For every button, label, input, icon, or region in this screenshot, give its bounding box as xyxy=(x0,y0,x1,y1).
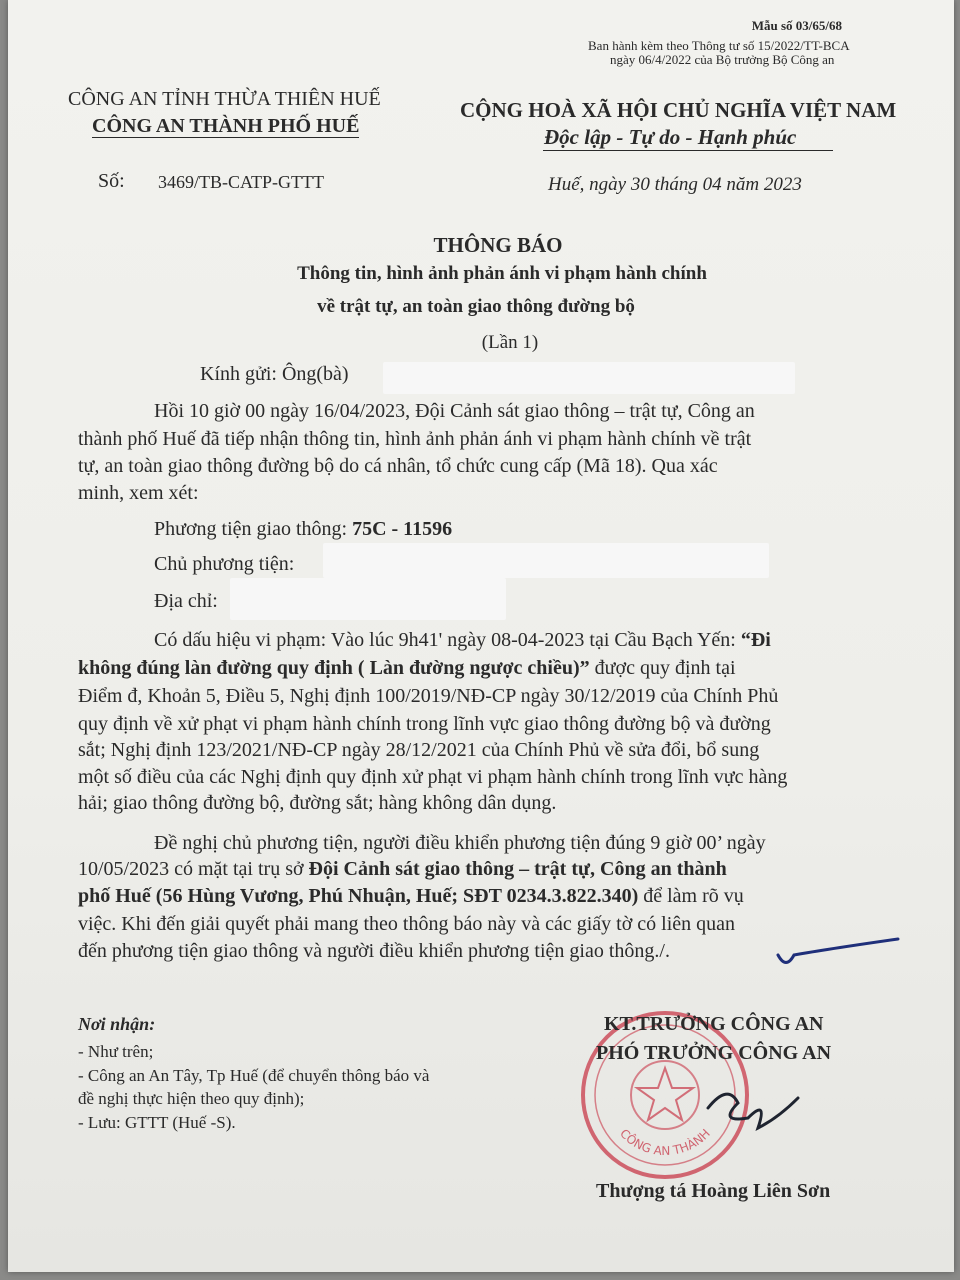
notice-times: (Lần 1) xyxy=(481,332,539,353)
redacted-address xyxy=(230,578,506,620)
violation-line-2 xyxy=(78,657,736,680)
violation-line-5: sắt; Nghị định 123/2021/NĐ-CP ngày 28/12/2021 của Chính Phủ về sửa đổi, bổ sung xyxy=(78,739,760,761)
redacted-name xyxy=(383,362,795,394)
violation-intro: Có dấu hiệu vi phạm: Vào lúc 9h41' ngày 08-04-2023 tại Cầu Bạch Yến: xyxy=(154,629,736,651)
violation-quote: không đúng làn đường quy định ( Làn đường ngược chiều)” xyxy=(78,657,590,679)
recipients-title: Nơi nhận: xyxy=(78,1014,156,1034)
nation-motto: Độc lập - Tự do - Hạnh phúc xyxy=(544,125,797,149)
request-line-2 xyxy=(78,858,727,881)
violation-cont: được quy định tại xyxy=(594,657,736,679)
recipient-item-4: - Lưu: GTTT (Huế -S). xyxy=(78,1113,236,1132)
sign-title-1: KT.TRƯỞNG CÔNG AN xyxy=(604,1013,824,1035)
doc-title: THÔNG BÁO xyxy=(433,233,563,257)
violation-line-1 xyxy=(154,629,771,652)
doc-subtitle-1: Thông tin, hình ảnh phản ánh vi phạm hành chính xyxy=(297,263,707,284)
para1-line-4: minh, xem xét: xyxy=(78,482,199,504)
recipient-item-1: - Như trên; xyxy=(78,1042,154,1061)
vehicle-label: Phương tiện giao thông: xyxy=(154,518,348,540)
place-date: Huế, ngày 30 tháng 04 năm 2023 xyxy=(548,174,802,195)
recipient-item-2: - Công an An Tây, Tp Huế (để chuyển thông báo và xyxy=(78,1066,430,1085)
request-line-4: việc. Khi đến giải quyết phải mang theo thông báo này và các giấy tờ có liên quan xyxy=(78,913,736,935)
initial-signature xyxy=(768,925,908,975)
doc-number-label: Số: xyxy=(98,170,125,192)
greeting: Kính gửi: Ông(bà) xyxy=(200,363,349,385)
sign-title-2: PHÓ TRƯỞNG CÔNG AN xyxy=(596,1042,832,1064)
vehicle-row xyxy=(154,518,452,541)
request-address: phố Huế (56 Hùng Vương, Phú Nhuận, Huế; SĐT 0234.3.822.340) xyxy=(78,885,639,907)
request-line-5: đến phương tiện giao thông và người điều khiển phương tiện giao thông./. xyxy=(78,940,670,962)
stamp-text: CÔNG AN THÀNH xyxy=(617,1126,713,1159)
owner-label: Chủ phương tiện: xyxy=(154,553,295,575)
violation-line-6: một số điều của các Nghị định quy định xử phạt vi phạm hành chính trong lĩnh vực hàng xyxy=(78,766,788,788)
document-page xyxy=(8,0,954,1272)
nation-name: CỘNG HOÀ XÃ HỘI CHỦ NGHĨA VIỆT NAM xyxy=(460,98,897,122)
request-line-3 xyxy=(78,885,744,908)
vehicle-plate: 75C - 11596 xyxy=(352,518,453,540)
request-line-1: Đề nghị chủ phương tiện, người điều khiển phương tiện đúng 9 giờ 00’ ngày xyxy=(154,832,766,854)
para1-line-2: thành phố Huế đã tiếp nhận thông tin, hình ảnh phản ánh vi phạm hành chính về trật xyxy=(78,428,752,450)
request-line-2a: 10/05/2023 có mặt tại trụ sở xyxy=(78,858,304,880)
violation-line-3: Điểm đ, Khoản 5, Điều 5, Nghị định 100/2019/NĐ-CP ngày 30/12/2019 của Chính Phủ xyxy=(78,685,779,707)
address-label: Địa chỉ: xyxy=(154,590,218,612)
form-code: Mẫu số 03/65/68 xyxy=(751,18,842,33)
signer-name: Thượng tá Hoàng Liên Sơn xyxy=(596,1180,831,1202)
redacted-owner xyxy=(323,543,769,578)
para1-line-3: tự, an toàn giao thông đường bộ do cá nhân, tổ chức cung cấp (Mã 18). Qua xác xyxy=(78,455,718,477)
form-issued-line-2: ngày 06/4/2022 của Bộ trưởng Bộ Công an xyxy=(610,52,835,67)
parent-agency: CÔNG AN TỈNH THỪA THIÊN HUẾ xyxy=(68,88,381,110)
agency-name xyxy=(92,115,359,138)
violation-quote-start: “Đi xyxy=(740,629,771,651)
official-signature xyxy=(688,1078,808,1138)
recipient-item-3: đề nghị thực hiện theo quy định); xyxy=(78,1089,305,1108)
agency-name-text: CÔNG AN THÀNH PHỐ HUẾ xyxy=(92,115,360,137)
form-issued-line-1: Ban hành kèm theo Thông tư số 15/2022/TT-BCA xyxy=(588,38,850,53)
para1-line-1: Hồi 10 giờ 00 ngày 16/04/2023, Đội Cảnh sát giao thông – trật tự, Công an xyxy=(154,400,755,422)
motto-underline xyxy=(543,150,833,151)
doc-subtitle-2: về trật tự, an toàn giao thông đường bộ xyxy=(317,296,635,317)
violation-line-4: quy định về xử phạt vi phạm hành chính trong lĩnh vực giao thông đường bộ và đường xyxy=(78,713,771,735)
request-line-3b: để làm rõ vụ xyxy=(643,885,744,907)
request-unit: Đội Cảnh sát giao thông – trật tự, Công an thành xyxy=(308,858,727,880)
doc-number: 3469/TB-CATP-GTTT xyxy=(158,172,324,192)
violation-line-7: hải; giao thông đường bộ, đường sắt; hàng không dân dụng. xyxy=(78,792,557,814)
